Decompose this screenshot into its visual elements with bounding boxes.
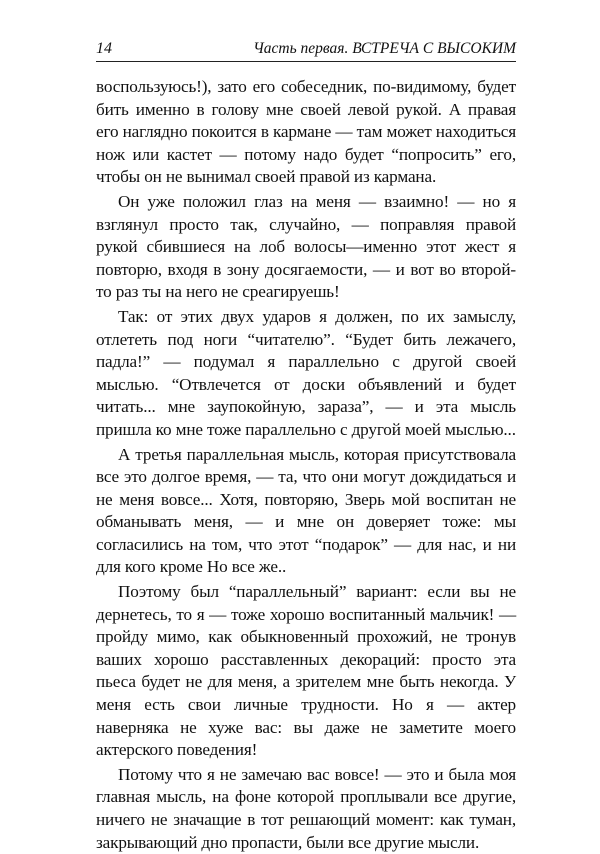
running-header [96,40,516,62]
paragraph: воспользуюсь!), зато его собеседник, по-видимому, будет бить именно в голову мне своей левой рукой. А правая его наглядно покоится в кармане — там может находиться нож или кастет — потому надо будет “попросить” его, чтобы он не вынимал своей правой из кармана. [96,77,516,187]
paragraph: Потому что я не замечаю вас вовсе! — это и была моя главная мысль, на фоне которой проплывали все другие, ничего не значащие в тот решающий момент: как туман, закрывающий дно пропасти, были все другие мысли. [96,764,516,852]
running-title: Часть первая. ВСТРЕЧА С ВЫСОКИМ [253,40,516,57]
paragraph: Так: от этих двух ударов я должен, по их замыслу, отлететь под ноги “читателю”. “Будет бить лежачего, падла!” — подумал я параллельно с другой своей мыслью. “Отвлечется от доски объявлений и будет читать... мне заупокойную, зараза”, — и эта мысль пришла ко мне тоже параллельно с другой моей мыслью... [96,306,516,439]
page-number: 14 [96,40,112,57]
body-text [96,76,516,854]
book-page [96,40,516,854]
paragraph: А третья параллельная мысль, которая присутствовала все это долгое время, — та, что они могут дождидаться и не меня вовсе... Хотя, повторяю, Зверь мой воспитан не обманывать меня, — и мне он доверяет тоже: мы согласились на том, что этот “подарок” — для нас, и ни для кого кроме Но все же.. [96,444,516,577]
paragraph: Поэтому был “параллельный” вариант: если вы не дернетесь, то я — тоже хорошо воспитанный мальчик! — пройду мимо, как обыкновенный прохожий, не тронув ваших хорошо расставленных декораций: просто эта пьеса будет не для меня, а зрителем мне быть некогда. У меня есть свои личные трудности. Но я — актер наверняка не хуже вас: вы даже не заметите моего актерского поведения! [96,582,516,760]
paragraph: Он уже положил глаз на меня — взаимно! — но я взглянул просто так, случайно, — поправляя правой рукой сбившиеся на лоб волосы—именно этот жест я повторю, входя в зону досягаемости, — и вот во второй-то раз ты на него не среагируешь! [96,191,516,302]
